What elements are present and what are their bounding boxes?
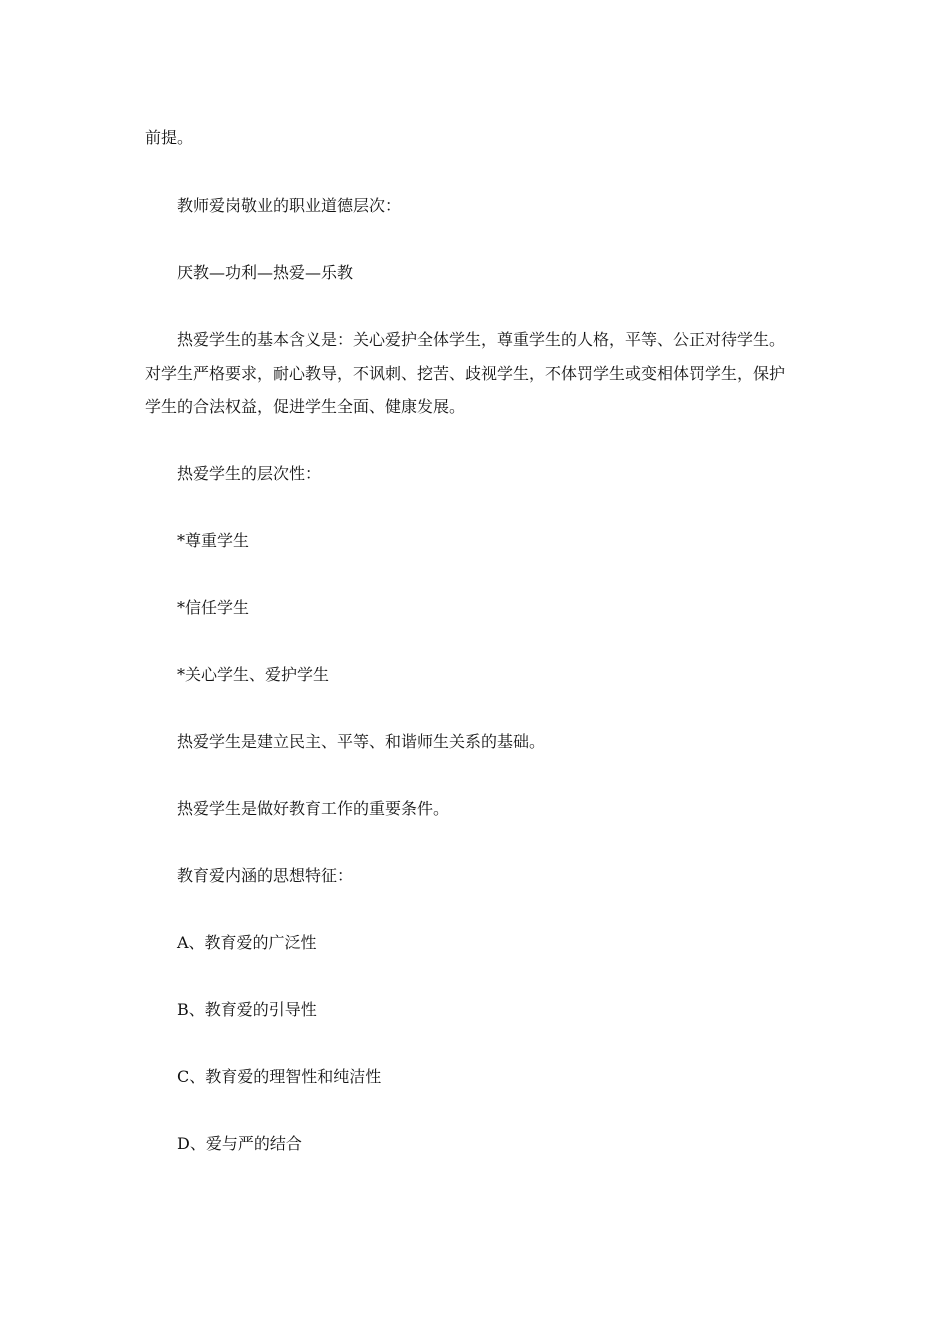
heading-love-levels: 热爱学生的层次性： <box>177 464 322 483</box>
text-line-premise: 前提。 <box>145 128 194 147</box>
list-item-b: B、教育爱的引导性 <box>177 1000 317 1019</box>
paragraph-line-2: 对学生严格要求，耐心教导，不讽刺、挖苦、歧视学生，不体罚学生或变相体罚学生，保护 <box>145 364 786 383</box>
paragraph-line-1: 热爱学生的基本含义是：关心爱护全体学生，尊重学生的人格，平等、公正对待学生。 <box>177 330 786 349</box>
heading-professional-levels: 教师爱岗敬业的职业道德层次： <box>177 196 402 215</box>
text-line-condition: 热爱学生是做好教育工作的重要条件。 <box>177 799 450 818</box>
list-item-c: C、教育爱的理智性和纯洁性 <box>177 1067 382 1086</box>
list-item-d: D、爱与严的结合 <box>177 1134 302 1153</box>
text-line-levels-sequence: 厌教—功利—热爱—乐教 <box>177 263 354 282</box>
paragraph-line-3: 学生的合法权益，促进学生全面、健康发展。 <box>145 397 466 416</box>
heading-characteristics: 教育爱内涵的思想特征： <box>177 866 354 885</box>
list-item-respect: *尊重学生 <box>177 531 250 550</box>
text-line-foundation: 热爱学生是建立民主、平等、和谐师生关系的基础。 <box>177 732 546 751</box>
list-item-care: *关心学生、爱护学生 <box>177 665 330 684</box>
list-item-trust: *信任学生 <box>177 598 250 617</box>
list-item-a: A、教育爱的广泛性 <box>177 933 317 952</box>
